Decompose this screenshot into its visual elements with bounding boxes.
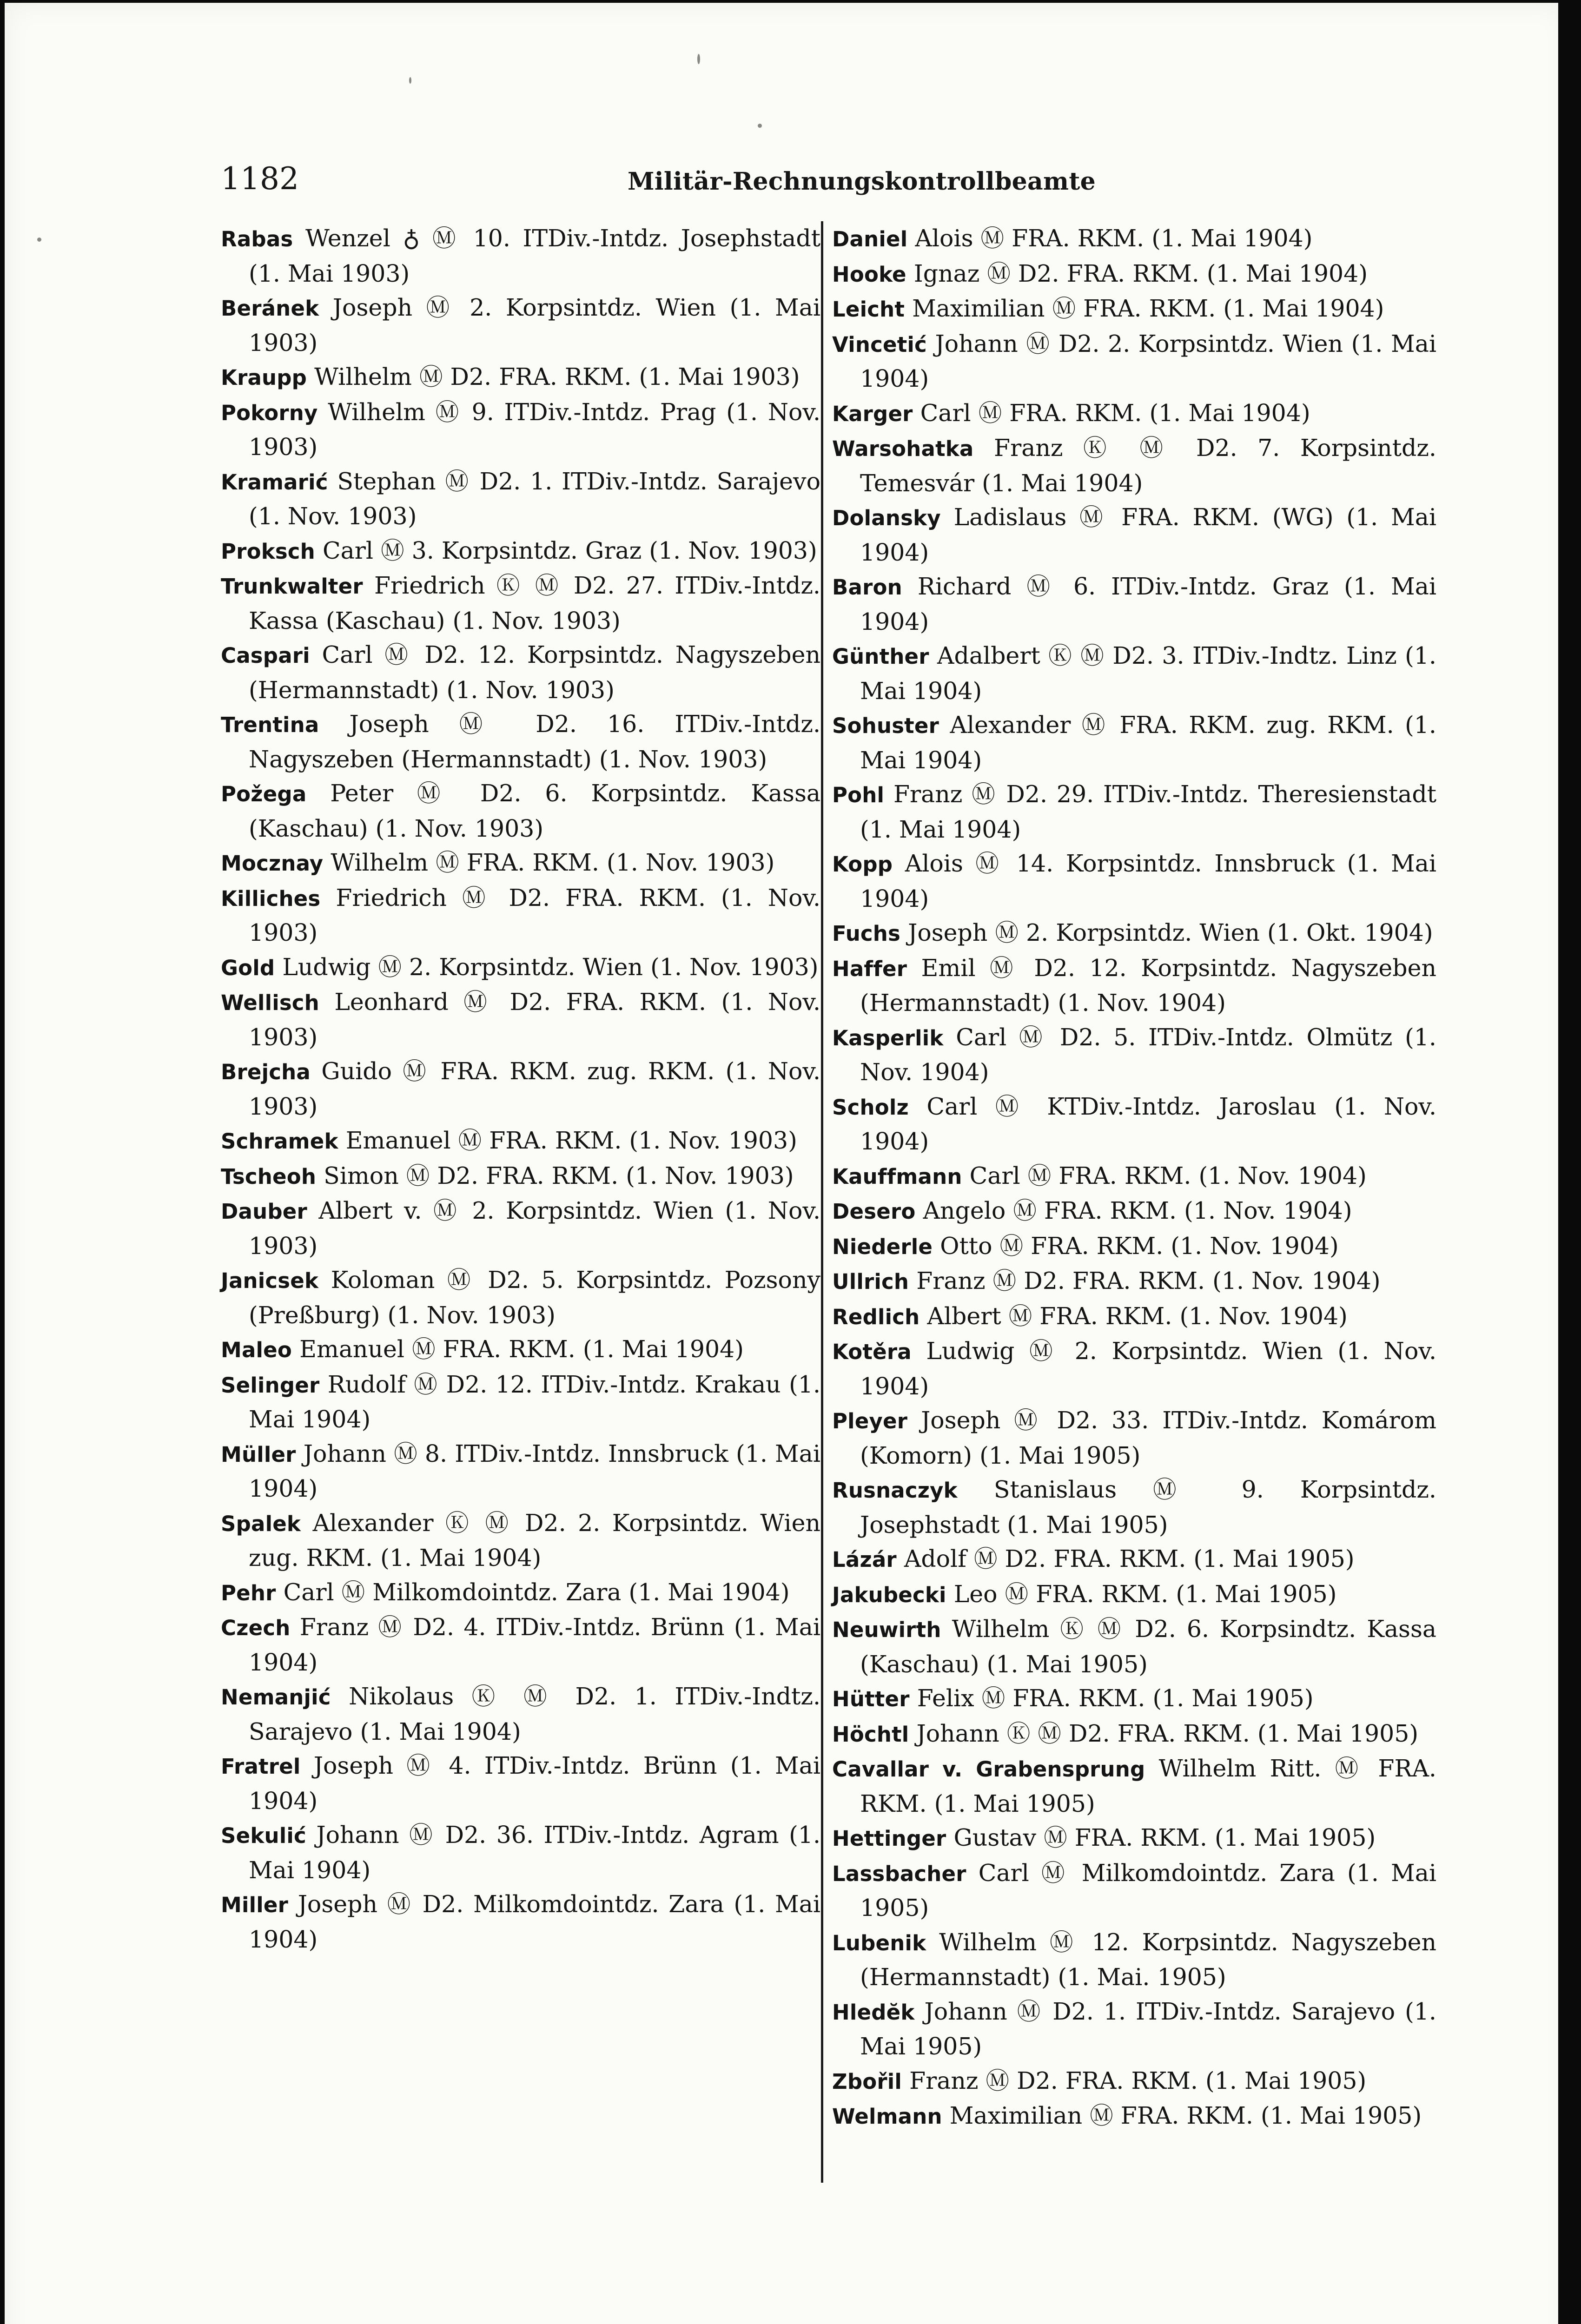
entry-surname: Požega bbox=[221, 782, 307, 806]
scanned-page bbox=[5, 3, 1568, 2324]
register-entry bbox=[832, 1229, 1436, 1264]
column-divider bbox=[821, 221, 823, 2183]
entry-details: Adolf Ⓜ D2. FRA. RKM. (1. Mai 1905) bbox=[904, 1545, 1355, 1572]
register-entry bbox=[832, 291, 1436, 327]
entry-details: Carl Ⓜ Milkomdointdz. Zara (1. Mai 1905) bbox=[860, 1859, 1436, 1921]
entry-surname: Nemanjić bbox=[221, 1685, 331, 1710]
entry-surname: Mocznay bbox=[221, 851, 324, 876]
entry-surname: Miller bbox=[221, 1893, 288, 1917]
entry-surname: Rabas bbox=[221, 227, 293, 251]
entry-details: Carl Ⓜ D2. 5. ITDiv.-Intdz. Olmütz (1. Nov. 1904) bbox=[860, 1023, 1436, 1086]
entry-surname: Warsohatka bbox=[832, 436, 974, 461]
entry-surname: Welmann bbox=[832, 2104, 942, 2129]
entry-details: Richard Ⓜ 6. ITDiv.-Intdz. Graz (1. Mai 1904) bbox=[860, 573, 1436, 635]
entry-details: Maximilian Ⓜ FRA. RKM. (1. Mai 1905) bbox=[949, 2102, 1422, 2129]
register-entry bbox=[221, 360, 820, 395]
entry-surname: Hooke bbox=[832, 262, 906, 287]
register-entry bbox=[221, 1610, 820, 1679]
page-header bbox=[5, 161, 1568, 198]
register-entry bbox=[832, 1403, 1436, 1472]
entry-surname: Pehr bbox=[221, 1580, 276, 1605]
entry-details: Franz Ⓜ D2. FRA. RKM. (1. Mai 1905) bbox=[909, 2067, 1367, 2094]
entry-surname: Hledĕk bbox=[832, 2000, 915, 2025]
entry-surname: Caspari bbox=[221, 643, 310, 668]
entry-details: Joseph Ⓜ 4. ITDiv.-Intdz. Brünn (1. Mai 1904) bbox=[249, 1752, 820, 1815]
entry-details: Friedrich Ⓚ Ⓜ D2. 27. ITDiv.-Intdz. Kassa (Kaschau) (1. Nov. 1903) bbox=[249, 572, 820, 634]
register-entry bbox=[221, 881, 820, 950]
register-entry bbox=[221, 845, 820, 881]
entry-surname: Gold bbox=[221, 955, 275, 980]
register-entry bbox=[221, 1263, 820, 1332]
entry-details: Carl Ⓜ 3. Korpsintdz. Graz (1. Nov. 1903) bbox=[322, 536, 817, 564]
register-entry bbox=[221, 1123, 820, 1159]
entry-surname: Rusnaczyk bbox=[832, 1478, 958, 1503]
entry-surname: Haffer bbox=[832, 956, 907, 981]
scan-speck bbox=[409, 77, 411, 84]
running-head: Militär-Rechnungskontrollbeamte bbox=[628, 167, 1096, 196]
entry-surname: Neuwirth bbox=[832, 1618, 941, 1642]
left-column bbox=[221, 221, 820, 1956]
entry-details: Carl Ⓜ FRA. RKM. (1. Nov. 1904) bbox=[969, 1162, 1367, 1189]
entry-details: Rudolf Ⓜ D2. 12. ITDiv.-Intdz. Krakau (1. Mai 1904) bbox=[249, 1370, 820, 1433]
register-entry bbox=[832, 221, 1436, 257]
page-number: 1182 bbox=[221, 161, 299, 197]
entry-surname: Killiches bbox=[221, 886, 321, 911]
entry-details: Ignaz Ⓜ D2. FRA. RKM. (1. Mai 1904) bbox=[913, 259, 1368, 287]
entry-surname: Schramek bbox=[221, 1129, 338, 1154]
register-entry bbox=[832, 1577, 1436, 1612]
entry-details: Johann Ⓜ 8. ITDiv.-Intdz. Innsbruck (1. Mai 1904) bbox=[249, 1439, 820, 1502]
entry-details: Joseph Ⓜ 2. Korpsintdz. Wien (1. Okt. 1904) bbox=[908, 919, 1433, 946]
entry-surname: Wellisch bbox=[221, 990, 319, 1015]
register-entry bbox=[832, 1925, 1436, 1994]
register-entry bbox=[832, 1612, 1436, 1681]
register-entry bbox=[221, 534, 820, 569]
entry-surname: Günther bbox=[832, 644, 929, 669]
entry-details: Carl Ⓜ FRA. RKM. (1. Mai 1904) bbox=[920, 399, 1310, 427]
entry-details: Stephan Ⓜ D2. 1. ITDiv.-Intdz. Sarajevo (1. Nov. 1903) bbox=[249, 467, 820, 530]
register-entry bbox=[832, 1472, 1436, 1542]
entry-details: Leo Ⓜ FRA. RKM. (1. Mai 1905) bbox=[953, 1580, 1337, 1608]
entry-details: Guido Ⓜ FRA. RKM. zug. RKM. (1. Nov. 1903) bbox=[249, 1057, 821, 1120]
entry-surname: Brejcha bbox=[221, 1060, 311, 1084]
register-entry bbox=[221, 1506, 820, 1575]
register-entry bbox=[221, 776, 820, 845]
register-entry bbox=[832, 1264, 1436, 1299]
entry-details: Leonhard Ⓜ D2. FRA. RKM. (1. Nov. 1903) bbox=[249, 988, 820, 1051]
register-entry bbox=[832, 396, 1436, 431]
entry-surname: Vincetić bbox=[832, 332, 927, 357]
entry-details: Wilhelm Ⓚ Ⓜ D2. 6. Korpsindtz. Kassa (Kaschau) (1. Mai 1905) bbox=[860, 1615, 1436, 1678]
entry-surname: Kramarić bbox=[221, 469, 328, 495]
entry-details: Albert v. Ⓜ 2. Korpsintdz. Wien (1. Nov. 1903) bbox=[249, 1197, 820, 1260]
entry-details: Johann Ⓜ D2. 1. ITDiv.-Intdz. Sarajevo (1. Mai 1905) bbox=[860, 1997, 1436, 2060]
entry-details: Carl Ⓜ D2. 12. Korpsintdz. Nagyszeben (Hermannstadt) (1. Nov. 1903) bbox=[249, 641, 820, 704]
register-entry bbox=[221, 950, 820, 985]
register-entry bbox=[832, 1299, 1436, 1334]
entry-details: Wenzel ♁ Ⓜ 10. ITDiv.-Intdz. Josephstadt (1. Mai 1903) bbox=[249, 224, 820, 287]
entry-details: Alexander Ⓚ Ⓜ D2. 2. Korpsintdz. Wien zug. RKM. (1. Mai 1904) bbox=[249, 1509, 820, 1571]
entry-surname: Trentina bbox=[221, 713, 319, 737]
register-entry bbox=[832, 257, 1436, 292]
register-entry bbox=[221, 1159, 820, 1194]
entry-surname: Lubenik bbox=[832, 1930, 926, 1955]
entry-details: Nikolaus Ⓚ Ⓜ D2. 1. ITDiv.-Indtz. Sarajevo (1. Mai 1904) bbox=[249, 1683, 820, 1745]
entry-details: Emanuel Ⓜ FRA. RKM. (1. Mai 1904) bbox=[299, 1335, 744, 1363]
entry-details: Wilhelm Ⓜ 9. ITDiv.-Intdz. Prag (1. Nov. 1903) bbox=[249, 398, 820, 461]
entry-surname: Dolansky bbox=[832, 506, 941, 530]
entry-details: Ladislaus Ⓜ FRA. RKM. (WG) (1. Mai 1904) bbox=[860, 503, 1436, 566]
right-column bbox=[832, 221, 1436, 2134]
entry-details: Friedrich Ⓜ D2. FRA. RKM. (1. Nov. 1903) bbox=[249, 884, 820, 946]
entry-details: Franz Ⓜ D2. 29. ITDiv.-Intdz. Theresienstadt (1. Mai 1904) bbox=[860, 780, 1436, 843]
entry-details: Albert Ⓜ FRA. RKM. (1. Nov. 1904) bbox=[927, 1302, 1348, 1330]
register-entry bbox=[221, 395, 820, 464]
entry-surname: Baron bbox=[832, 575, 902, 600]
register-entry bbox=[832, 1542, 1436, 1577]
entry-surname: Redlich bbox=[832, 1304, 920, 1329]
register-entry bbox=[832, 777, 1436, 846]
entry-surname: Beránek bbox=[221, 296, 319, 321]
entry-surname: Karger bbox=[832, 401, 913, 426]
entry-details: Gustav Ⓜ FRA. RKM. (1. Mai 1905) bbox=[953, 1824, 1376, 1851]
entry-surname: Lázár bbox=[832, 1547, 897, 1572]
scan-speck bbox=[758, 124, 762, 128]
entry-details: Alexander Ⓜ FRA. RKM. zug. RKM. (1. Mai 1904) bbox=[860, 711, 1436, 774]
entry-surname: Spalek bbox=[221, 1511, 301, 1536]
entry-details: Franz Ⓜ D2. FRA. RKM. (1. Nov. 1904) bbox=[916, 1267, 1381, 1294]
entry-surname: Proksch bbox=[221, 539, 315, 564]
entry-details: Koloman Ⓜ D2. 5. Korpsintdz. Pozsony (Preßburg) (1. Nov. 1903) bbox=[249, 1266, 820, 1329]
entry-surname: Maleo bbox=[221, 1338, 292, 1362]
entry-surname: Pohl bbox=[832, 783, 885, 807]
register-entry bbox=[221, 638, 820, 707]
entry-details: Joseph Ⓜ D2. 16. ITDiv.-Intdz. Nagyszeben (Hermannstadt) (1. Nov. 1903) bbox=[249, 710, 820, 773]
entry-details: Felix Ⓜ FRA. RKM. (1. Mai 1905) bbox=[917, 1684, 1314, 1712]
register-entry bbox=[832, 500, 1436, 569]
register-entry bbox=[832, 1159, 1436, 1194]
entry-surname: Höchtl bbox=[832, 1722, 909, 1747]
entry-details: Maximilian Ⓜ FRA. RKM. (1. Mai 1904) bbox=[912, 295, 1384, 322]
entry-surname: Desero bbox=[832, 1199, 916, 1224]
register-entry bbox=[832, 1821, 1436, 1856]
register-entry bbox=[832, 569, 1436, 639]
entry-surname: Jakubecki bbox=[832, 1582, 946, 1607]
register-entry bbox=[221, 1054, 820, 1123]
entry-details: Wilhelm Ritt. Ⓜ FRA. RKM. (1. Mai 1905) bbox=[860, 1755, 1436, 1817]
register-entry bbox=[221, 1679, 820, 1749]
entry-details: Stanislaus Ⓜ 9. Korpsintdz. Josephstadt (1. Mai 1905) bbox=[860, 1476, 1436, 1538]
register-entry bbox=[832, 1194, 1436, 1229]
entry-details: Johann Ⓜ D2. 2. Korpsintdz. Wien (1. Mai 1904) bbox=[860, 330, 1436, 392]
entry-details: Peter Ⓜ D2. 6. Korpsintdz. Kassa (Kaschau) (1. Nov. 1903) bbox=[249, 779, 820, 842]
entry-surname: Hettinger bbox=[832, 1826, 946, 1851]
entry-details: Alois Ⓜ 14. Korpsintdz. Innsbruck (1. Mai 1904) bbox=[860, 850, 1437, 912]
entry-details: Johann Ⓚ Ⓜ D2. FRA. RKM. (1. Mai 1905) bbox=[916, 1719, 1419, 1747]
register-entry bbox=[221, 1818, 820, 1887]
register-entry bbox=[832, 1334, 1436, 1403]
scan-speck bbox=[37, 238, 41, 242]
entry-surname: Ullrich bbox=[832, 1269, 909, 1294]
entry-details: Joseph Ⓜ D2. Milkomdointdz. Zara (1. Mai 1904) bbox=[249, 1890, 820, 1953]
scan-speck bbox=[697, 54, 700, 64]
entry-details: Emanuel Ⓜ FRA. RKM. (1. Nov. 1903) bbox=[345, 1127, 797, 1154]
register-entry bbox=[221, 1332, 820, 1367]
register-entry bbox=[832, 2099, 1436, 2134]
register-entry bbox=[221, 1194, 820, 1263]
register-entry bbox=[221, 1437, 820, 1506]
register-entry bbox=[832, 1020, 1436, 1089]
entry-details: Wilhelm Ⓜ D2. FRA. RKM. (1. Mai 1903) bbox=[314, 363, 800, 390]
entry-surname: Kotěra bbox=[832, 1340, 912, 1364]
register-entry bbox=[832, 327, 1436, 396]
entry-details: Franz Ⓜ D2. 4. ITDiv.-Intdz. Brünn (1. Mai 1904) bbox=[249, 1613, 820, 1676]
register-entry bbox=[832, 951, 1436, 1020]
entry-surname: Dauber bbox=[221, 1199, 307, 1224]
register-entry bbox=[221, 985, 820, 1054]
register-entry bbox=[832, 1089, 1436, 1159]
entry-surname: Zbořil bbox=[832, 2069, 902, 2094]
register-entry bbox=[832, 846, 1436, 916]
entry-surname: Trunkwalter bbox=[221, 574, 363, 599]
entry-details: Johann Ⓜ D2. 36. ITDiv.-Intdz. Agram (1. Mai 1904) bbox=[249, 1821, 820, 1884]
entry-details: Ludwig Ⓜ 2. Korpsintdz. Wien (1. Nov. 1903) bbox=[282, 953, 819, 981]
entry-surname: Pleyer bbox=[832, 1409, 908, 1433]
entry-details: Joseph Ⓜ D2. 33. ITDiv.-Intdz. Komárom (Komorn) (1. Mai 1905) bbox=[860, 1406, 1436, 1469]
entry-details: Carl Ⓜ Milkomdointdz. Zara (1. Mai 1904) bbox=[283, 1578, 790, 1606]
register-entry bbox=[221, 221, 820, 290]
register-entry bbox=[221, 1749, 820, 1818]
entry-details: Ludwig Ⓜ 2. Korpsintdz. Wien (1. Nov. 1904) bbox=[860, 1337, 1436, 1400]
entry-surname: Sohuster bbox=[832, 713, 939, 738]
entry-details: Alois Ⓜ FRA. RKM. (1. Mai 1904) bbox=[915, 224, 1313, 252]
register-entry bbox=[832, 2064, 1436, 2099]
entry-details: Franz Ⓚ Ⓜ D2. 7. Korpsintdz. Temesvár (1. Mai 1904) bbox=[860, 434, 1436, 497]
entry-surname: Lassbacher bbox=[832, 1861, 966, 1886]
entry-details: Joseph Ⓜ 2. Korpsintdz. Wien (1. Mai 1903) bbox=[249, 294, 820, 357]
entry-surname: Fratrel bbox=[221, 1754, 301, 1779]
entry-surname: Scholz bbox=[832, 1095, 909, 1120]
entry-surname: Tscheoh bbox=[221, 1164, 317, 1189]
register-entry bbox=[221, 1887, 820, 1956]
register-entry bbox=[221, 707, 820, 776]
register-entry bbox=[832, 1856, 1436, 1925]
register-entry bbox=[832, 1994, 1436, 2064]
register-entry bbox=[832, 431, 1436, 500]
scan-edge-right bbox=[1558, 3, 1568, 2324]
entry-surname: Kasperlik bbox=[832, 1025, 944, 1050]
entry-surname: Leicht bbox=[832, 297, 905, 322]
entry-surname: Niederle bbox=[832, 1234, 933, 1259]
entry-surname: Müller bbox=[221, 1442, 296, 1467]
entry-surname: Sekulić bbox=[221, 1823, 306, 1848]
entry-details: Emil Ⓜ D2. 12. Korpsintdz. Nagyszeben (Hermannstadt) (1. Nov. 1904) bbox=[860, 954, 1436, 1017]
entry-surname: Fuchs bbox=[832, 921, 901, 946]
entry-surname: Cavallar v. Grabensprung bbox=[832, 1757, 1145, 1782]
register-entry bbox=[832, 916, 1436, 951]
entry-details: Adalbert Ⓚ Ⓜ D2. 3. ITDiv.-Indtz. Linz (1. Mai 1904) bbox=[860, 642, 1436, 705]
register-entry bbox=[221, 1367, 820, 1437]
entry-surname: Hütter bbox=[832, 1687, 910, 1711]
entry-details: Otto Ⓜ FRA. RKM. (1. Nov. 1904) bbox=[940, 1232, 1339, 1260]
register-entry bbox=[832, 708, 1436, 777]
register-entry bbox=[221, 290, 820, 360]
register-entry bbox=[221, 1575, 820, 1611]
register-entry bbox=[832, 639, 1436, 708]
entry-surname: Kopp bbox=[832, 852, 893, 877]
register-entry bbox=[221, 464, 820, 534]
entry-surname: Pokorny bbox=[221, 400, 318, 425]
entry-surname: Kraupp bbox=[221, 365, 307, 390]
entry-details: Angelo Ⓜ FRA. RKM. (1. Nov. 1904) bbox=[923, 1197, 1352, 1224]
register-entry bbox=[832, 1751, 1436, 1821]
entry-details: Carl Ⓜ KTDiv.-Intdz. Jaroslau (1. Nov. 1904) bbox=[860, 1092, 1436, 1155]
entry-surname: Daniel bbox=[832, 227, 908, 251]
register-entry bbox=[832, 1717, 1436, 1752]
register-entry bbox=[832, 1681, 1436, 1717]
entry-surname: Janicsek bbox=[221, 1268, 319, 1293]
entry-surname: Kauffmann bbox=[832, 1164, 962, 1189]
entry-details: Wilhelm Ⓜ 12. Korpsintdz. Nagyszeben (Hermannstadt) (1. Mai. 1905) bbox=[860, 1928, 1436, 1991]
register-entry bbox=[221, 568, 820, 638]
entry-details: Simon Ⓜ D2. FRA. RKM. (1. Nov. 1903) bbox=[324, 1162, 794, 1189]
entry-surname: Selinger bbox=[221, 1373, 320, 1398]
entry-details: Wilhelm Ⓜ FRA. RKM. (1. Nov. 1903) bbox=[331, 849, 775, 876]
entry-surname: Czech bbox=[221, 1616, 291, 1640]
